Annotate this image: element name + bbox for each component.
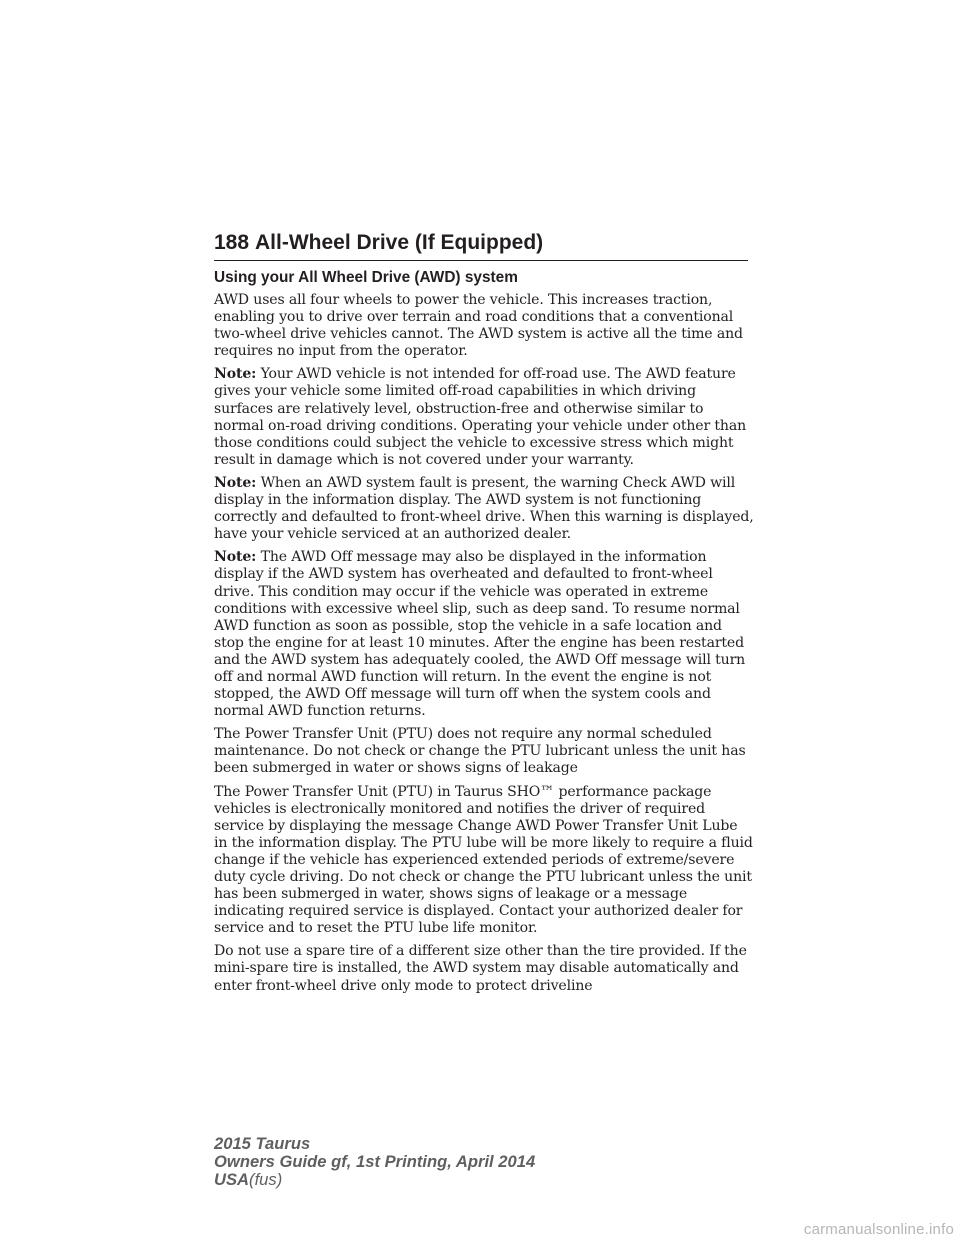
- paragraph-ptu-maintenance: [214, 726, 754, 777]
- paragraph-text: The AWD Off message may also be displayed in the information display if the AWD system has overheated and defaulted to front-wheel drive. This condition may occur if the vehicle was operated in extreme conditions with excessive wheel slip, such as deep sand. To resume normal AWD function as soon as possible, stop the vehicle in a safe location and stop the engine for at least 10 minutes. After the engine has been restarted and the AWD system has adequately cooled, the AWD Off message will turn off and normal AWD function will return. In the event the engine is not stopped, the AWD Off message will turn off when the system cools and normal AWD function returns.: [214, 549, 746, 720]
- paragraph-text: When an AWD system fault is present, the warning Check AWD will display in the information display. The AWD system is not functioning correctly and defaulted to front-wheel drive. When this warning is displayed, have your vehicle serviced at an authorized dealer.: [214, 474, 754, 543]
- footer-model: 2015 Taurus: [214, 1134, 311, 1153]
- paragraph-spare-tire: [214, 943, 754, 994]
- page-header: [214, 226, 748, 261]
- paragraph-text: Do not use a spare tire of a different size other than the tire provided. If the mini-spare tire is installed, the AWD system may disable automatically and enter front-wheel drive only mode to protect driveline: [214, 943, 747, 994]
- paragraph-text: Your AWD vehicle is not intended for off-road use. The AWD feature gives your vehicle some limited off-road capabilities in which driving surfaces are relatively level, obstruction-free and otherwise similar to normal on-road driving conditions. Operating your vehicle under other than those conditions could subject the vehicle to excessive stress which might result in damage which is not covered under your warranty.: [214, 366, 747, 468]
- chapter-title: All-Wheel Drive (If Equipped): [255, 231, 544, 254]
- paragraph-awd-intro: [214, 292, 754, 360]
- paragraph-note-off-road: [214, 366, 754, 469]
- section-heading: Using your All Wheel Drive (AWD) system: [214, 269, 518, 286]
- paragraph-note-awd-off: [214, 549, 754, 720]
- note-label: Note:: [214, 474, 257, 491]
- paragraph-text: AWD uses all four wheels to power the vehicle. This increases traction, enabling you to drive over terrain and road conditions that a conventional two-wheel drive vehicles cannot. The AWD system is active all the time and requires no input from the operator.: [214, 292, 743, 360]
- paragraph-note-system-fault: [214, 475, 754, 543]
- footer-region-code: USA: [214, 1170, 250, 1189]
- footer-region: [214, 1171, 535, 1189]
- page-footer: [214, 1135, 535, 1189]
- page-content: [214, 268, 754, 1001]
- page-number: 188: [214, 231, 250, 254]
- paragraph-text: The Power Transfer Unit (PTU) does not require any normal scheduled maintenance. Do not check or change the PTU lubricant unless the unit has been submerged in water or shows signs of leakage: [214, 726, 746, 777]
- note-label: Note:: [214, 549, 257, 566]
- paragraph-ptu-sho: [214, 784, 754, 938]
- footer-region-suffix: (fus): [249, 1170, 283, 1189]
- footer-printing: Owners Guide gf, 1st Printing, April 2014: [214, 1152, 536, 1171]
- note-label: Note:: [214, 366, 257, 383]
- watermark: carmanualsonline.info: [803, 1221, 954, 1238]
- paragraph-text: The Power Transfer Unit (PTU) in Taurus SHO™ performance package vehicles is electronically monitored and notifies the driver of required service by displaying the message Change AWD Power Transfer Unit Lube in the information display. The PTU lube will be more likely to require a fluid change if the vehicle has experienced extended periods of extreme/severe duty cycle driving. Do not check or change the PTU lubricant unless the unit has been submerged in water, shows signs of leakage or a message indicating required service is displayed. Contact your authorized dealer for service and to reset the PTU lube life monitor.: [214, 783, 753, 937]
